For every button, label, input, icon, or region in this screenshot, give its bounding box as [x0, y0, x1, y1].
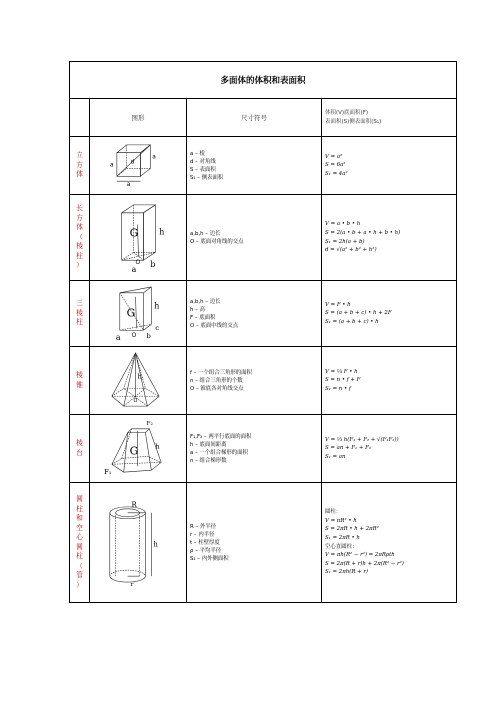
- row-name-cylinder: 圆 柱 和 空 心 圆 柱 （ 管 ）: [76, 495, 83, 589]
- pyramid-label-h: h: [137, 372, 142, 381]
- frustum-label-f2: F₂: [146, 420, 153, 427]
- row-name-cuboid: 长 方 体 （ 棱 柱 ）: [76, 204, 83, 270]
- frustum-label-f1: F₁: [104, 468, 112, 477]
- cylinder-label-h: h: [153, 540, 158, 549]
- pyramid-label-o: O: [133, 398, 138, 405]
- cylinder-symbols: R – 外半径 r – 内半径 t – 柱壁厚度 ρ – 平均半径 S₁ – 内外侧面积: [190, 523, 229, 562]
- cube-label-d: d: [130, 159, 135, 166]
- prism-label-b: b: [146, 332, 151, 341]
- cube-label-a2: a: [109, 162, 114, 169]
- pyramid-figure: [90, 347, 186, 414]
- frustum-figure: [90, 415, 186, 482]
- table-row: [70, 280, 456, 346]
- cylinder-label-r-inner: r: [130, 581, 134, 589]
- header-figure: 图形: [89, 99, 186, 136]
- prism-label-a: a: [115, 333, 121, 343]
- prism-symbols: a,b,h – 边长 h – 高 F – 底面积 O – 底面中线的交点: [190, 298, 239, 329]
- cuboid-formulas: V = a • b • h S = 2(a • b + a • h + b • h) S₁ = 2h(a + b) d = √(a² + b² + h²): [325, 221, 401, 254]
- header-name-cell: [70, 99, 89, 136]
- row-name-pyramid: 棱 锥: [76, 371, 83, 389]
- cube-symbols: a – 棱 d – 对角线 S – 表面积 S₁ – 侧表面积: [190, 150, 224, 181]
- table-row: [70, 346, 456, 414]
- frustum-formulas: V = ⅓ h(F₁ + F₂ + √(F₁F₂)) S = an + F₁ + F₂ S₁ = an: [325, 436, 399, 460]
- cube-figure: [90, 137, 186, 194]
- header-formula-line1: 体积(V)底面积(F): [325, 109, 369, 116]
- cuboid-label-h: h: [159, 227, 165, 237]
- prism-label-o: O: [131, 333, 137, 340]
- row-name-frustum: 棱 台: [76, 439, 83, 457]
- cuboid-symbols: a,b,h – 边长 O – 底面对角线的交点: [190, 230, 244, 245]
- header-formula-cell: [321, 99, 456, 136]
- table-row: [70, 414, 456, 482]
- prism-label-g: G: [126, 306, 136, 320]
- cylinder-label-r-outer: R: [131, 500, 137, 509]
- table-row: [70, 136, 456, 194]
- pyramid-symbols: f – 一个组合三角形的面积 n – 组合三角形的个数 O – 锥底各对角线交点: [190, 369, 252, 392]
- cube-label-a: a: [126, 182, 131, 189]
- cylinder-formulas: 圆柱： V = πR² • h S = 2πR • h + 2πR² S₁ = 2πR • h 空心直圆柱： V = πh(R² − r²) = 2πRρth S = 2π(R + r)h + 2π(R² − r²) S₁ = 2πh(R + r): [325, 509, 404, 576]
- title-row: [70, 62, 456, 98]
- formula-table: [69, 61, 457, 603]
- frustum-symbols: F₁,F₂ – 两平行底面的面积 h – 底面间距离 a – 一个组合梯形的面积 n – 组合梯形数: [190, 433, 252, 464]
- prism-label-c: c: [155, 324, 160, 333]
- header-symbols: 尺寸符号: [186, 99, 321, 136]
- row-name-prism: 三 棱 柱: [76, 299, 83, 327]
- cube-label-a3: a: [152, 154, 156, 161]
- prism-label-h: h: [154, 301, 160, 311]
- cuboid-figure: [90, 195, 186, 280]
- prism-formulas: V = F • h S = (a + b + c) • h + 2F S₁ = (a + b + c) • h: [325, 301, 392, 325]
- header-row: [70, 98, 456, 136]
- pyramid-formulas: V = ⅓ F • h S = n • f + F S₁ = n • f: [325, 368, 361, 392]
- row-name-cube: 立 方 体: [76, 151, 83, 179]
- cuboid-label-o: O: [135, 259, 141, 267]
- cuboid-label-a: a: [131, 265, 137, 275]
- cube-formulas: V = a³ S = 6a² S₁ = 4a²: [325, 153, 348, 177]
- table-row: [70, 482, 456, 602]
- cylinder-figure: [90, 483, 186, 602]
- table-row: [70, 194, 456, 280]
- frustum-label-g: G: [129, 444, 139, 458]
- header-formula-line2: 表面积(S)侧表面积(S₁): [325, 118, 382, 125]
- frustum-label-h: h: [155, 442, 160, 451]
- cuboid-label-g: G: [129, 226, 139, 240]
- prism-figure: [90, 281, 186, 346]
- cuboid-label-b: b: [150, 260, 156, 270]
- page-title: 多面体的体积和表面积: [220, 76, 306, 86]
